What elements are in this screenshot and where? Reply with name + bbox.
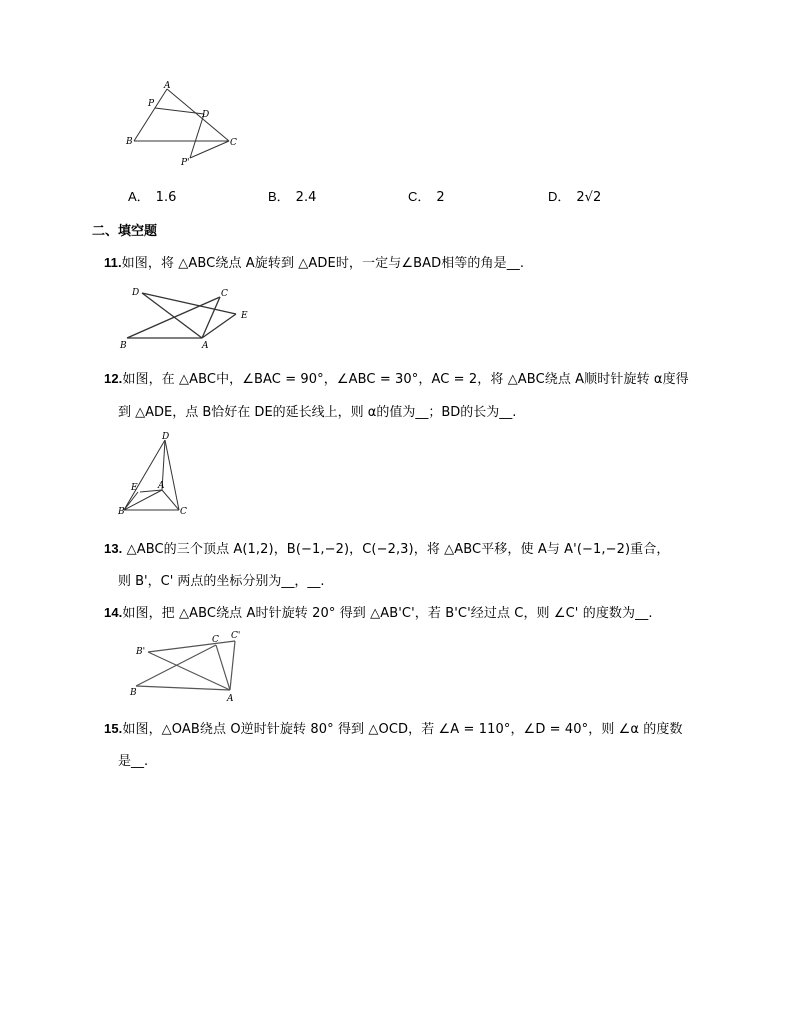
figure-q12	[116, 432, 196, 516]
question-14	[104, 602, 653, 621]
option-letter: C．	[408, 189, 431, 204]
question-number: 12.	[104, 371, 123, 386]
question-text-line1: 如图，在 △ABC中，∠BAC = 90°，∠ABC = 30°，AC = 2，将 △ABC绕点 A顺时针旋转 α度得	[122, 372, 689, 387]
option-value: 2√2	[576, 190, 602, 205]
label-E: E	[131, 483, 138, 493]
label-C: C	[230, 138, 237, 148]
label-D: D	[132, 288, 140, 298]
label-B-prime: B'	[136, 647, 146, 657]
option-value: 2	[436, 190, 445, 205]
label-B: B	[118, 507, 125, 517]
label-A: A	[158, 481, 165, 491]
option-a	[128, 186, 176, 205]
label-P-prime: P'	[181, 158, 190, 168]
label-B: B	[126, 137, 133, 147]
label-D: D	[162, 432, 170, 442]
option-letter: A．	[128, 189, 150, 204]
label-C-prime: C'	[231, 631, 241, 641]
question-number: 14.	[104, 605, 123, 620]
question-text-line1: 如图，△OAB绕点 O逆时针旋转 80° 得到 △OCD，若 ∠A = 110°，∠D = 40°，则 ∠α 的度数	[122, 722, 683, 737]
question-13-cont: 则 B'，C' 两点的坐标分别为__，__.	[118, 574, 325, 589]
question-13	[104, 538, 669, 557]
question-text: 如图，把 △ABC绕点 A时针旋转 20° 得到 △AB'C'，若 B'C'经过点 C，则 ∠C' 的度数为__.	[122, 606, 653, 621]
label-B: B	[130, 688, 137, 698]
question-text-line1: △ABC的三个顶点 A(1,2)，B(−1,−2)，C(−2,3)，将 △ABC平移，使 A与 A'(−1,−2)重合，	[122, 542, 670, 557]
label-A: A	[202, 341, 209, 351]
option-value: 2.4	[295, 190, 317, 205]
question-12-cont: 到 △ADE，点 B恰好在 DE的延长线上，则 α的值为__；BD的长为__.	[118, 405, 517, 420]
question-15	[104, 718, 683, 737]
option-d	[548, 186, 601, 205]
label-C: C	[212, 635, 219, 645]
option-c	[408, 186, 445, 205]
question-number: 11.	[104, 255, 122, 270]
question-number: 15.	[104, 721, 123, 736]
option-letter: B．	[268, 189, 290, 204]
option-b	[268, 186, 316, 205]
section-heading: 二、填空题	[92, 224, 158, 239]
question-15-cont: 是__.	[118, 754, 149, 769]
question-11	[104, 252, 524, 271]
label-A: A	[164, 81, 171, 91]
figure-q11	[118, 284, 258, 350]
label-C: C	[180, 507, 187, 517]
label-E: E	[241, 311, 248, 321]
option-value: 1.6	[155, 190, 177, 205]
label-D: D	[202, 110, 210, 120]
label-A: A	[227, 694, 234, 704]
figure-triangle-pd	[124, 82, 244, 168]
question-12	[104, 368, 689, 387]
label-P: P	[148, 99, 155, 109]
label-C: C	[221, 289, 228, 299]
question-number: 13.	[104, 541, 123, 556]
option-letter: D．	[548, 189, 571, 204]
label-B: B	[120, 341, 127, 351]
question-text: 如图，将 △ABC绕点 A旋转到 △ADE时，一定与∠BAD相等的角是__.	[121, 256, 525, 271]
figure-q14	[128, 628, 248, 706]
